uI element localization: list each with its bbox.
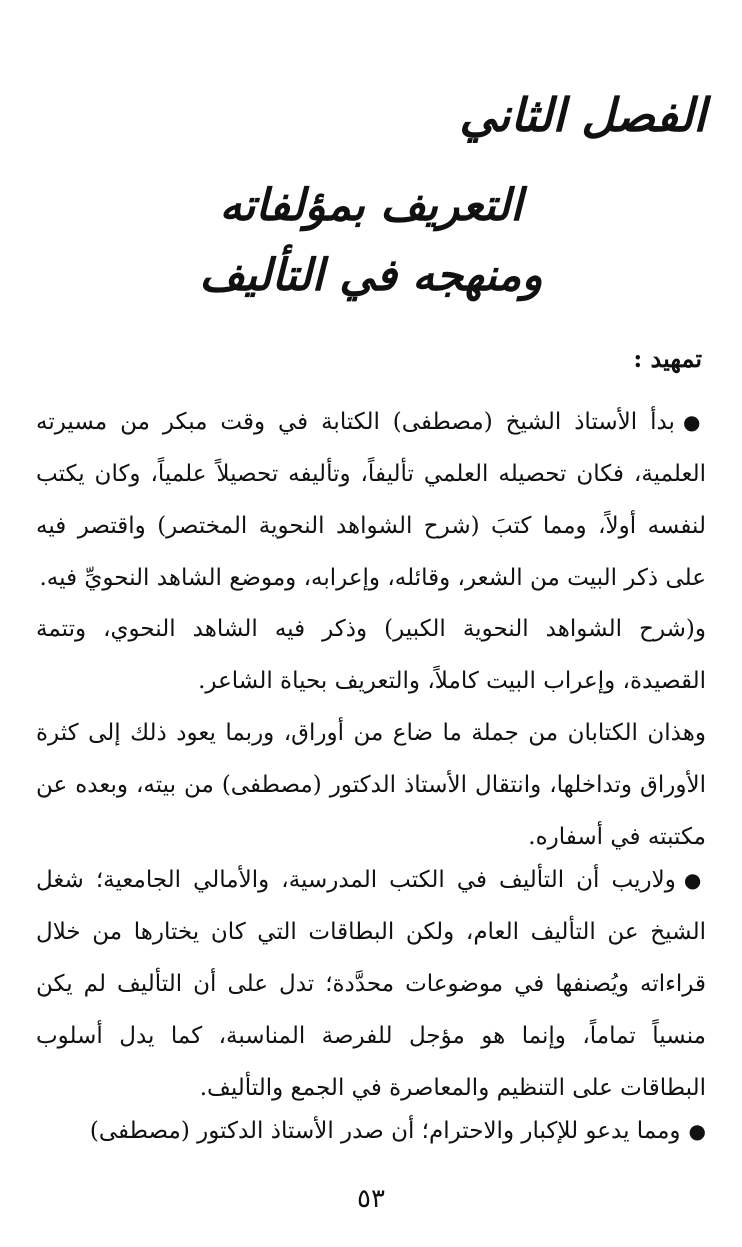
section-title-line-1: التعريف بمؤلفاته — [219, 180, 523, 231]
bullet-icon: ● — [682, 410, 706, 434]
paragraph-1 — [36, 396, 706, 604]
paragraph-text: بدأ الأستاذ الشيخ (مصطفى) الكتابة في وقت مبكر من مسيرته العلمية، فكان تحصيله العلمي تأليفاً، وتأليفه تحصيلاً علمياً، وكان يكتب لنفسه أولاً، ومما كتبَ (شرح الشواهد النحوية المختصر) واقتصر فيه على ذكر البيت من الشعر، وقائله، وإعرابه، وموضع الشاهد النحويِّ فيه. — [36, 409, 706, 591]
paragraph-5 — [36, 1105, 706, 1157]
paragraph-text: ومما يدعو للإكبار والاحترام؛ أن صدر الأستاذ الدكتور (مصطفى) — [89, 1118, 681, 1144]
chapter-title: الفصل الثاني — [459, 88, 706, 142]
paragraph-4 — [36, 854, 706, 1114]
paragraph-3 — [36, 707, 706, 863]
section-title-line-2: ومنهجه في التأليف — [199, 250, 543, 301]
intro-label: تمهيد : — [633, 344, 702, 373]
bullet-icon: ● — [688, 1119, 706, 1143]
paragraph-text: و(شرح الشواهد النحوية الكبير) وذكر فيه الشاهد النحوي، وتتمة القصيدة، وإعراب البيت كاملاً، والتعريف بحياة الشاعر. — [36, 616, 706, 694]
paragraph-2 — [36, 603, 706, 707]
page-number: ٥٣ — [357, 1184, 385, 1214]
paragraph-text: وهذان الكتابان من جملة ما ضاع من أوراق، وربما يعود ذلك إلى كثرة الأوراق وتداخلها، وانتقال الأستاذ الدكتور (مصطفى) من بيته، وبعده عن مكتبته في أسفاره. — [36, 720, 706, 850]
paragraph-text: ولاريب أن التأليف في الكتب المدرسية، والأمالي الجامعية؛ شغل الشيخ عن التأليف العام، ولكن البطاقات التي كان يختارها من خلال قراءاته ويُصنفها في موضوعات محدَّدة؛ تدل على أن التأليف لم يكن منسياً تماماً، وإنما هو مؤجل للفرصة المناسبة، كما يدل أسلوب البطاقات على التنظيم والمعاصرة في الجمع والتأليف. — [36, 867, 706, 1101]
bullet-icon: ● — [683, 868, 706, 892]
